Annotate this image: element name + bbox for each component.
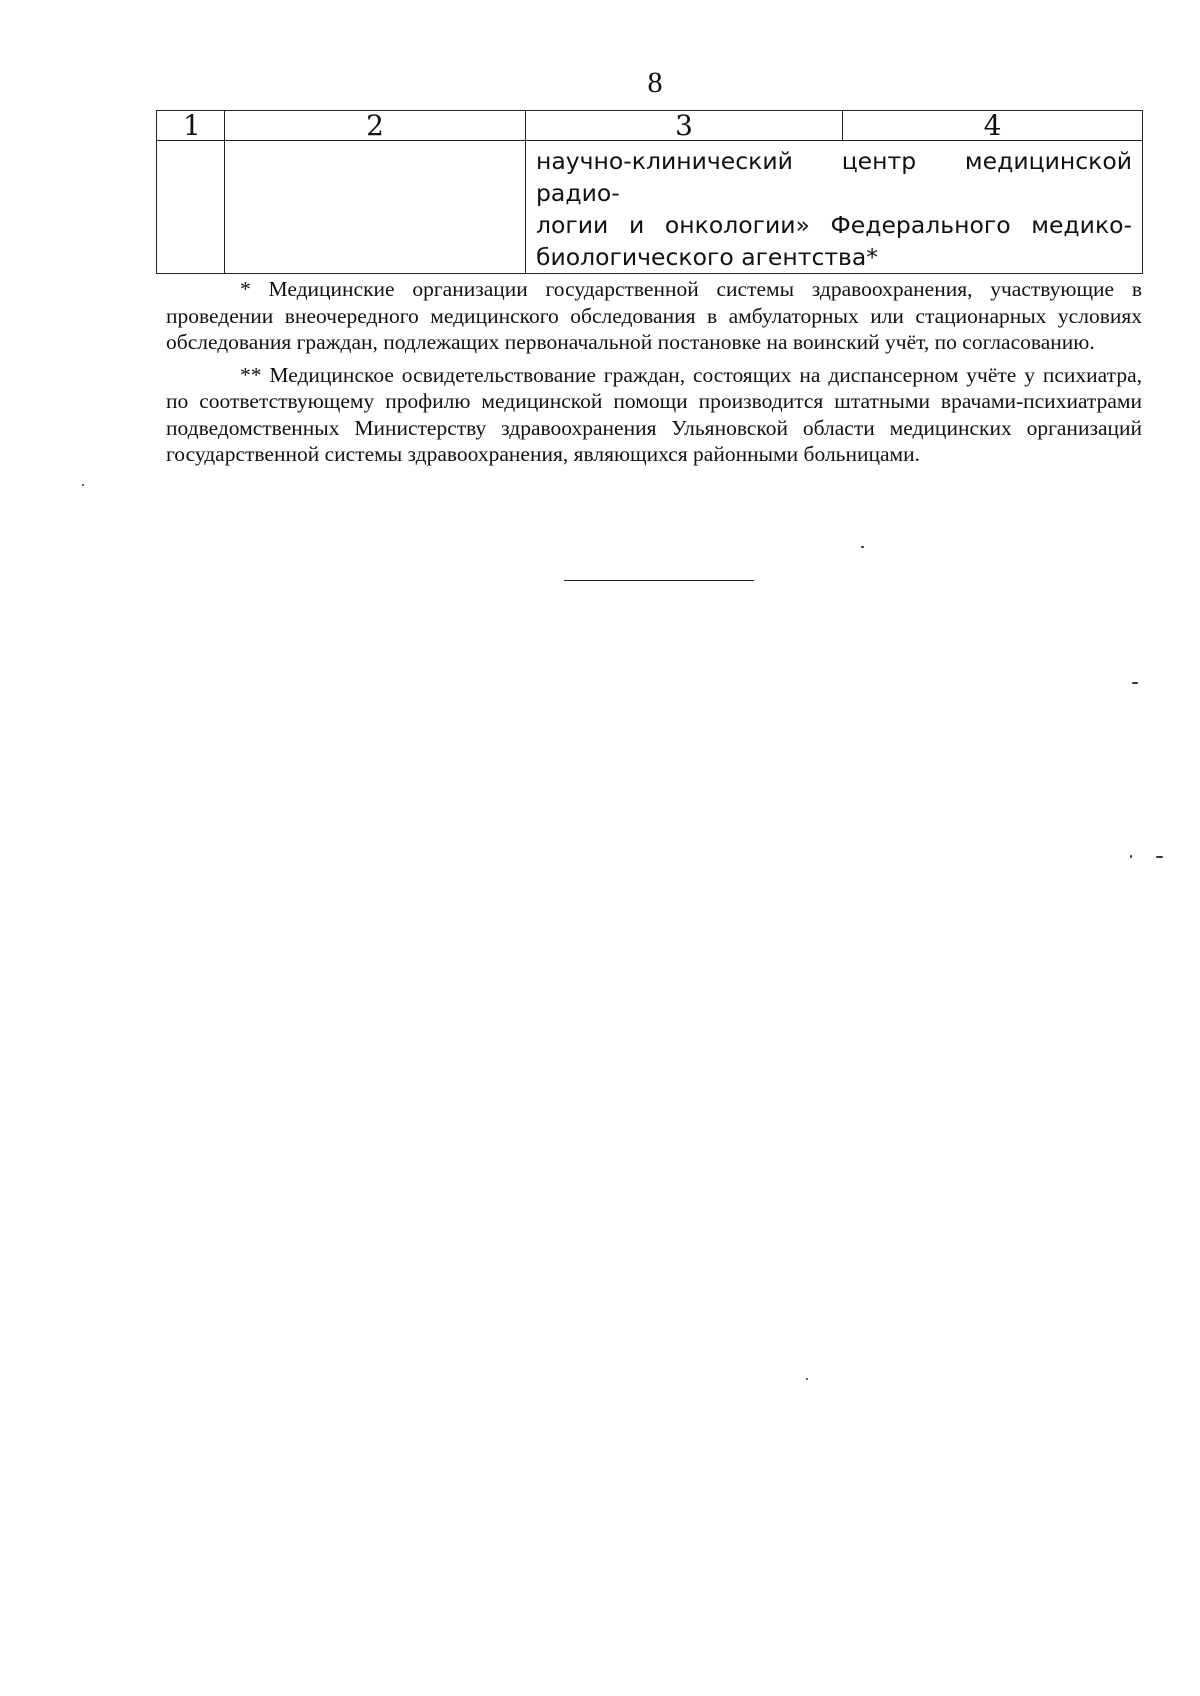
scan-speck — [1132, 682, 1138, 684]
table-cell-empty — [225, 141, 526, 274]
footnotes — [166, 276, 1142, 474]
table-row — [157, 141, 1143, 274]
scan-speck — [861, 546, 864, 548]
table-header-row — [157, 111, 1143, 141]
footnote-single-asterisk: * Медицинские организации государственной системы здравоохранения, участвующие в проведении внеочередного медицинского обследования в амбулаторных или стационарных условиях обследования граждан, подлежащих первоначальной постановке на воинский учёт, по согласованию. — [166, 277, 1142, 354]
table-cell-empty — [157, 141, 225, 274]
page-number: 8 — [647, 66, 663, 99]
table-cell-organization — [526, 141, 1143, 274]
scan-speck — [1130, 855, 1132, 858]
cell-text-line: научно-клинический центр медицинской радио- — [536, 147, 1132, 207]
cell-text-line: логии и онкологии» Федерального медико- — [536, 211, 1132, 239]
scan-speck — [1156, 856, 1163, 858]
scan-speck — [806, 1378, 808, 1380]
footnote-double-asterisk: ** Медицинское освидетельствование граждан, состоящих на диспансерном учёте у психиатра, по соответствующему профилю медицинской помощи производится штатными врачами-психиатрами подведомственных Министерству здравоохранения Ульяновской области медицинских организаций государственной системы здравоохранения, являющихся районными больницами. — [166, 362, 1142, 466]
scan-speck — [82, 484, 84, 486]
document-table — [156, 110, 1143, 274]
column-header-2: 2 — [225, 111, 526, 141]
cell-text-line: биологического агентства* — [536, 243, 879, 271]
column-header-4: 4 — [843, 111, 1143, 141]
closing-rule-line — [564, 580, 754, 581]
column-header-3: 3 — [526, 111, 843, 141]
column-header-1: 1 — [157, 111, 225, 141]
